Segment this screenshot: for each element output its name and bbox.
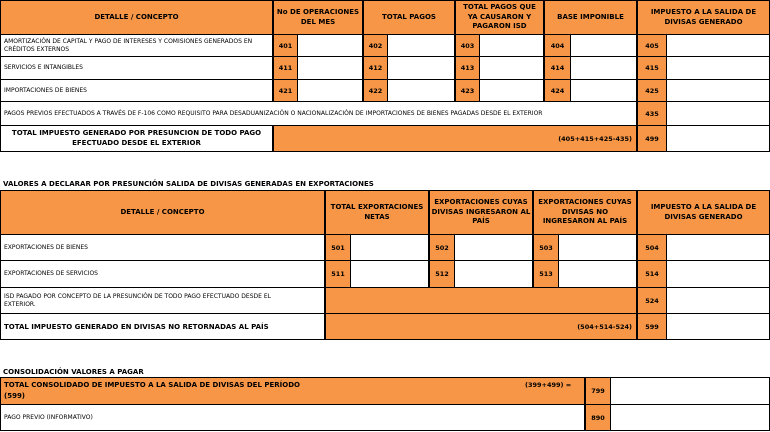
code-524: 524 [637,287,667,314]
field-411[interactable] [297,56,363,80]
code-414: 414 [544,56,571,80]
total-799-formula: (399+499) = [525,381,572,389]
field-404[interactable] [570,34,637,57]
row-label-pagos-previos: PAGOS PREVIOS EFECTUADOS A TRAVÉS DE F-106 COMO REQUISITO PARA DESADUANIZACIÓN O NACIONALIZACIÓN DE IMPORTACIONES DE BIENES PAGADAS DESDE EL EXTERIOR [0,101,637,126]
field-402[interactable] [387,34,455,57]
code-404: 404 [544,34,571,57]
field-524[interactable] [666,287,770,314]
section2-title: VALORES A DECLARAR POR PRESUNCIÓN SALIDA DE DIVISAS GENERADAS EN EXPORTACIONES [3,180,374,188]
code-501: 501 [325,234,351,261]
field-511[interactable] [350,260,429,288]
field-413[interactable] [479,56,544,80]
header-total-causaron: TOTAL PAGOS QUE YA CAUSARON Y PAGARON ISD [455,0,544,35]
code-514: 514 [637,260,667,288]
row-label-isd-pagado: ISD PAGADO POR CONCEPTO DE LA PRESUNCIÓN DE TODO PAGO EFECTUADO DESDE EL EXTERIOR. [0,287,325,314]
row-label-servicios: SERVICIOS E INTANGIBLES [0,56,273,80]
code-403: 403 [455,34,480,57]
code-423: 423 [455,79,480,102]
field-412[interactable] [387,56,455,80]
header-detalle: DETALLE / CONCEPTO [0,0,273,35]
total-499-label: TOTAL IMPUESTO GENERADO POR PRESUNCION DE TODO PAGO EFECTUADO DESDE EL EXTERIOR [0,125,273,152]
field-403[interactable] [479,34,544,57]
code-504: 504 [637,234,667,261]
code-402: 402 [363,34,388,57]
code-415: 415 [637,56,667,80]
field-502[interactable] [454,234,533,261]
field-425[interactable] [666,79,770,102]
code-405: 405 [637,34,667,57]
field-513[interactable] [558,260,637,288]
field-512[interactable] [454,260,533,288]
row-label-amortizacion: AMORTIZACIÓN DE CAPITAL Y PAGO DE INTERESES Y COMISIONES GENERADOS EN CRÉDITOS EXTERNOS [0,34,273,57]
field-499[interactable] [666,125,770,152]
header-num-ops: No DE OPERACIONES DEL MES [273,0,363,35]
field-422[interactable] [387,79,455,102]
isd-pagado-shaded [325,287,637,314]
code-503: 503 [533,234,559,261]
header2-total-export: TOTAL EXPORTACIONES NETAS [325,190,429,235]
field-415[interactable] [666,56,770,80]
code-502: 502 [429,234,455,261]
field-799[interactable] [610,377,770,405]
field-503[interactable] [558,234,637,261]
section3-title: CONSOLIDACIÓN VALORES A PAGAR [3,368,144,376]
header2-detalle: DETALLE / CONCEPTO [0,190,325,235]
header2-export-ingresaron: EXPORTACIONES CUYAS DIVISAS INGRESARON AL PAÍS [429,190,533,235]
header2-export-no-ingresaron: EXPORTACIONES CUYAS DIVISAS NO INGRESARON AL PAÍS [533,190,637,235]
header2-impuesto: IMPUESTO A LA SALIDA DE DIVISAS GENERADO [637,190,770,235]
field-501[interactable] [350,234,429,261]
code-424: 424 [544,79,571,102]
code-599: 599 [637,313,667,340]
total-599-label: TOTAL IMPUESTO GENERADO EN DIVISAS NO RETORNADAS AL PAÍS [0,313,325,340]
field-423[interactable] [479,79,544,102]
header-impuesto: IMPUESTO A LA SALIDA DE DIVISAS GENERADO [637,0,770,35]
code-421: 421 [273,79,298,102]
code-422: 422 [363,79,388,102]
code-401: 401 [273,34,298,57]
field-435[interactable] [666,101,770,126]
row-label-export-servicios: EXPORTACIONES DE SERVICIOS [0,260,325,288]
pago-previo-label: PAGO PREVIO (INFORMATIVO) [0,404,585,431]
code-513: 513 [533,260,559,288]
code-413: 413 [455,56,480,80]
field-405[interactable] [666,34,770,57]
code-499: 499 [637,125,667,152]
code-411: 411 [273,56,298,80]
code-512: 512 [429,260,455,288]
code-890: 890 [585,404,611,431]
code-799: 799 [585,377,611,405]
field-401[interactable] [297,34,363,57]
total-799-row [0,377,585,405]
total-499-formula: (405+415+425-435) [273,125,637,152]
total-799-label-ref: (599) [4,392,26,400]
header-total-pagos: TOTAL PAGOS [363,0,455,35]
row-label-export-bienes: EXPORTACIONES DE BIENES [0,234,325,261]
field-421[interactable] [297,79,363,102]
field-514[interactable] [666,260,770,288]
total-599-formula: (504+514-524) [325,313,637,340]
row-label-importaciones: IMPORTACIONES DE BIENES [0,79,273,102]
field-890[interactable] [610,404,770,431]
field-504[interactable] [666,234,770,261]
field-414[interactable] [570,56,637,80]
field-599[interactable] [666,313,770,340]
field-424[interactable] [570,79,637,102]
header-base-imponible: BASE IMPONIBLE [544,0,637,35]
total-799-label: TOTAL CONSOLIDADO DE IMPUESTO A LA SALIDA DE DIVISAS DEL PERÍODO [4,381,300,389]
code-511: 511 [325,260,351,288]
code-435: 435 [637,101,667,126]
code-425: 425 [637,79,667,102]
code-412: 412 [363,56,388,80]
